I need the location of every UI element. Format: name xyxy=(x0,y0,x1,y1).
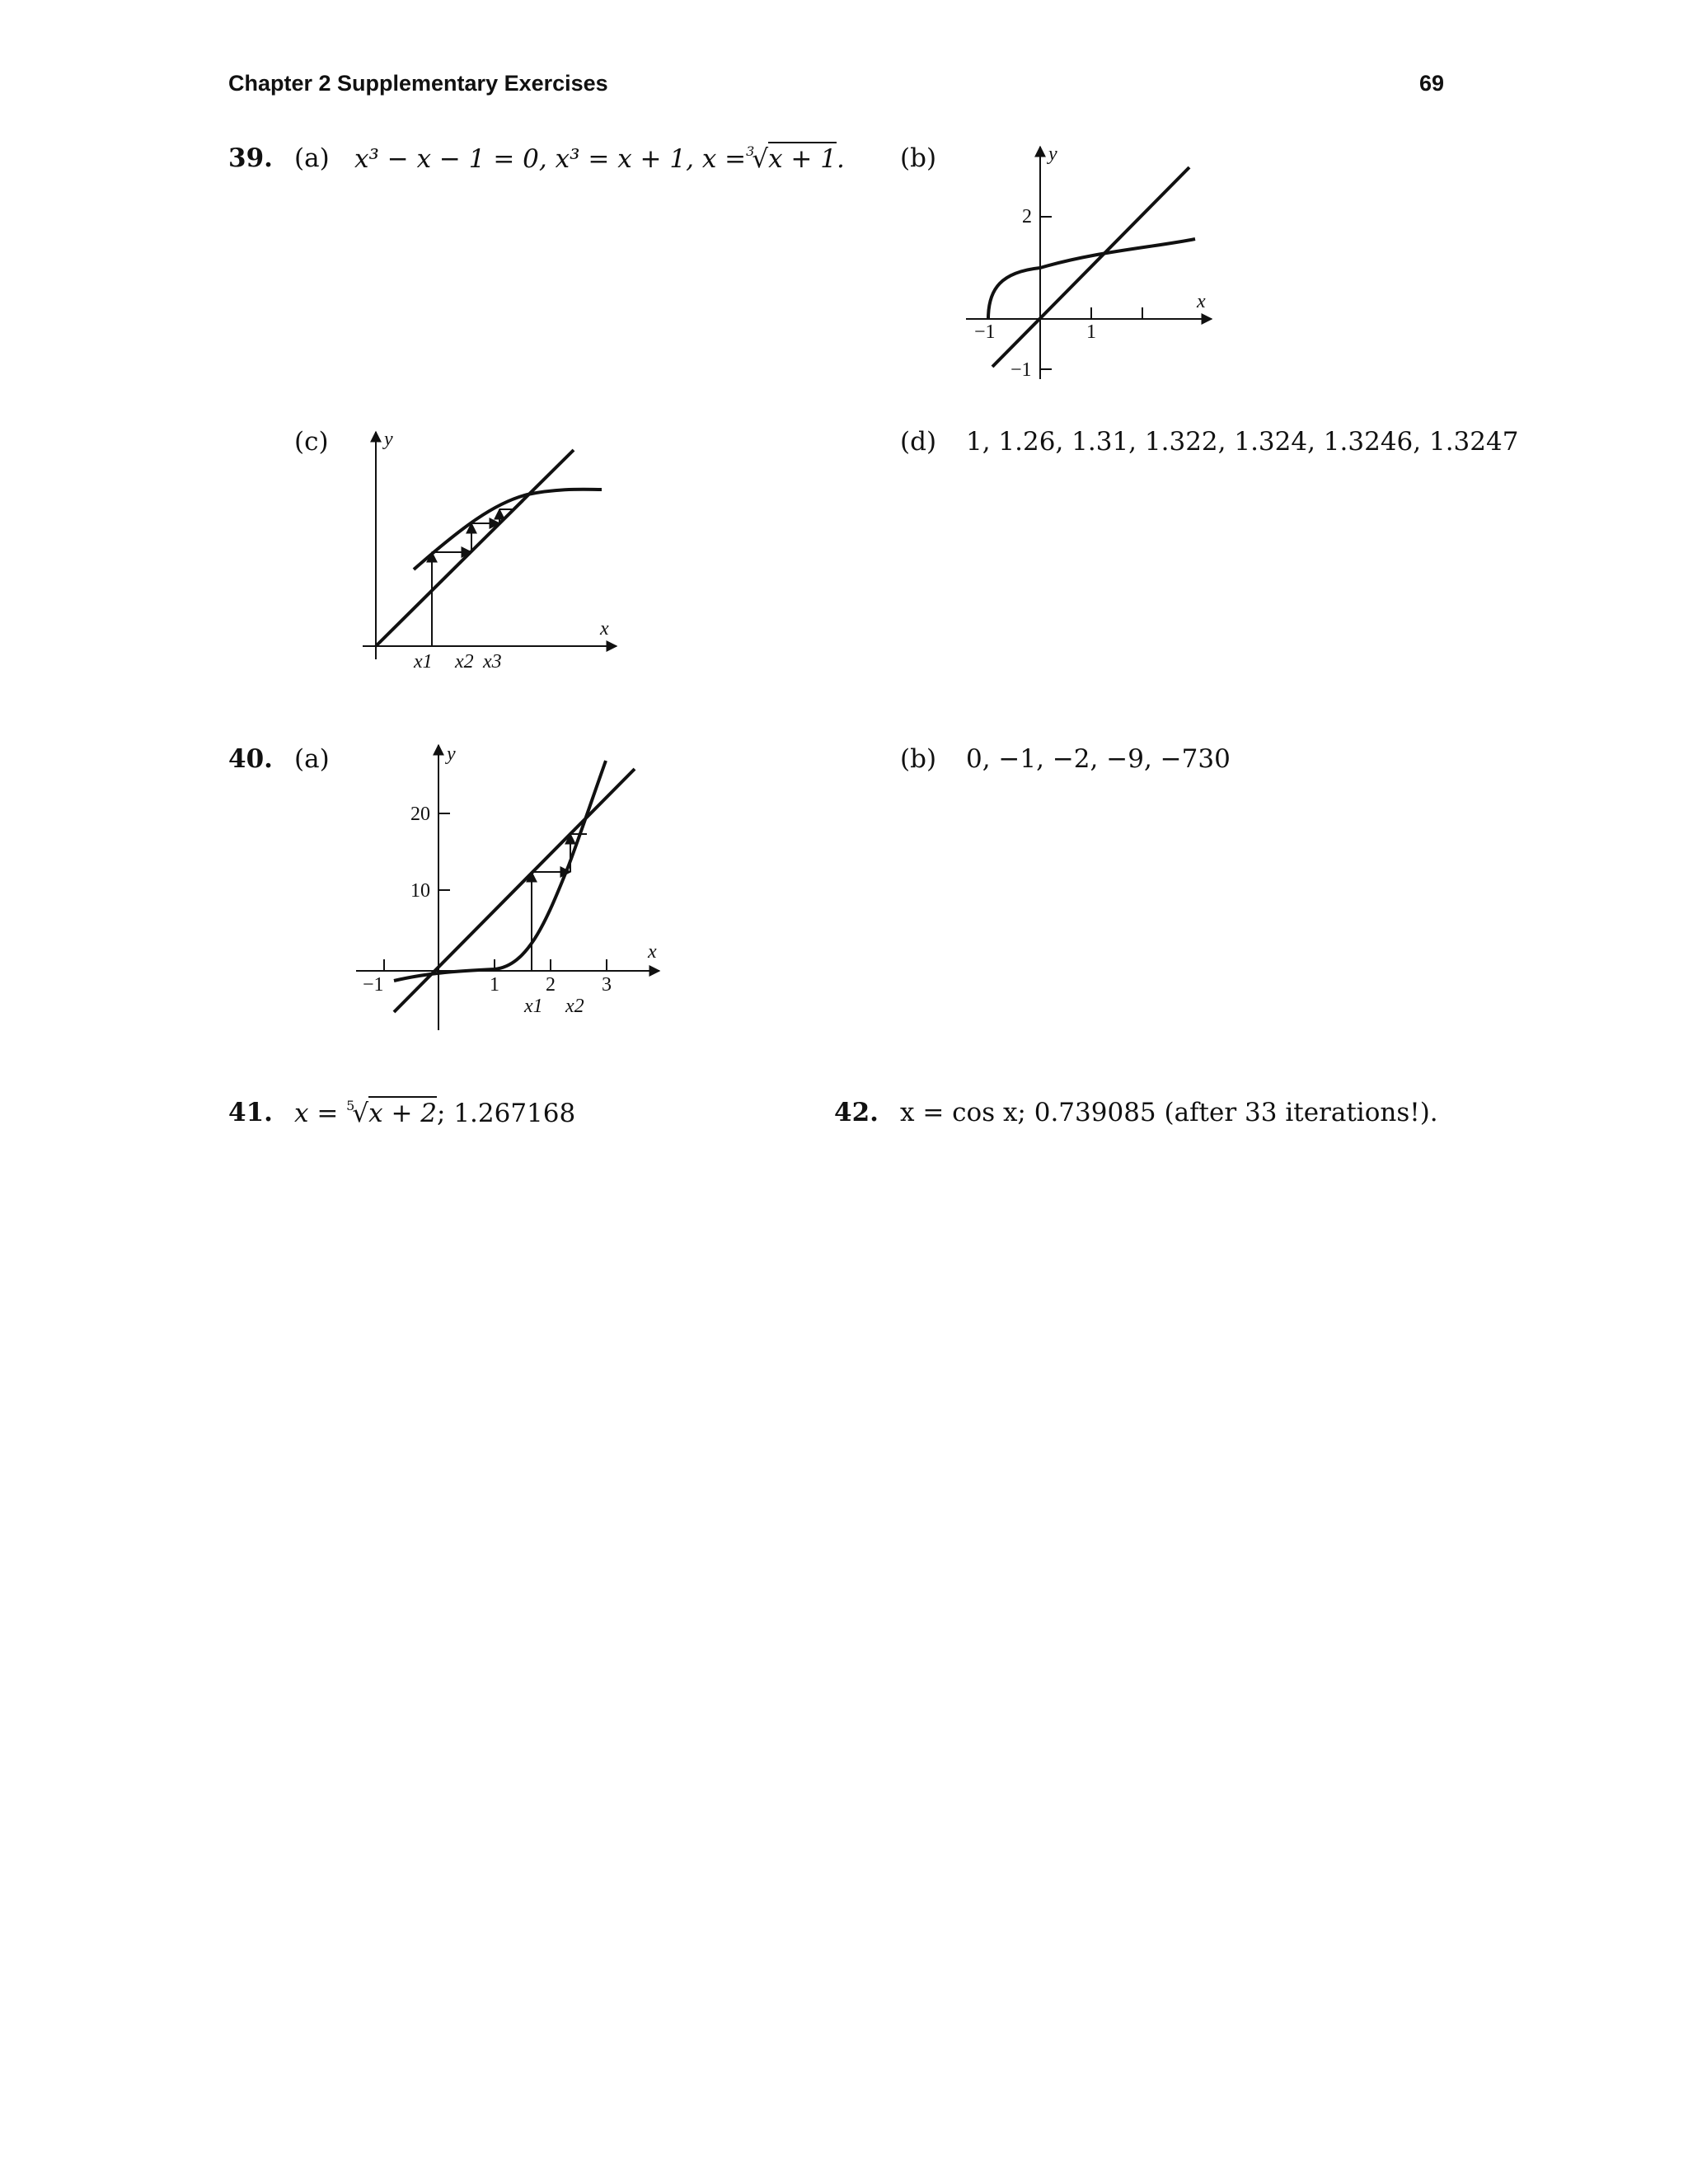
y-tick-label-20: 20 xyxy=(410,804,430,825)
line-y-equals-x xyxy=(376,450,574,646)
exercise-42-answer: x = cos x; 0.739085 (after 33 iterations!). xyxy=(900,1098,1438,1127)
exercise-39a-equation: x³ − x − 1 = 0, x³ = x + 1, x =$^3$√x + 1. xyxy=(354,143,845,174)
y-axis-label: y xyxy=(447,743,456,765)
x-tick-label-3: 3 xyxy=(602,974,612,996)
y-axis-label: y xyxy=(384,429,393,450)
lhs: x = xyxy=(294,1099,339,1128)
exercise-39d-label: (d) xyxy=(900,427,937,457)
exercise-41-answer: x = $^5$√x + 2; 1.267168 xyxy=(294,1098,576,1128)
eq-part-2: x³ = x + 1, xyxy=(555,144,694,174)
cubic-curve xyxy=(394,761,606,981)
x-tick-label-1: 1 xyxy=(490,974,499,996)
value: ; 1.267168 xyxy=(437,1099,576,1128)
root-index: 5 xyxy=(346,1098,355,1113)
graph-39c xyxy=(354,420,635,676)
exercise-40b-answer: 0, −1, −2, −9, −730 xyxy=(966,744,1231,774)
exercise-39-number: 39. xyxy=(228,143,273,173)
eq-part-1: x³ − x − 1 = 0, xyxy=(354,144,547,174)
x-tick-label-2: 2 xyxy=(546,974,556,996)
running-header-title: Chapter 2 Supplementary Exercises xyxy=(228,71,608,96)
y-tick-label-10: 10 xyxy=(410,880,430,902)
radicand: x + 2 xyxy=(368,1096,437,1128)
exercise-39d-answer: 1, 1.26, 1.31, 1.322, 1.324, 1.3246, 1.3247 xyxy=(966,427,1519,457)
root-index: 3 xyxy=(746,143,755,159)
x-axis-label: x xyxy=(600,618,609,640)
x-axis-label: x xyxy=(1197,291,1206,312)
exercise-41-number: 41. xyxy=(228,1098,273,1127)
graph-40a xyxy=(346,738,676,1043)
exercise-40b-label: (b) xyxy=(900,744,937,774)
iteration-curve xyxy=(414,490,602,569)
eq-part-3: x = xyxy=(701,144,747,174)
exercise-39b-label: (b) xyxy=(900,143,937,173)
page-number: 69 xyxy=(1419,71,1445,96)
exercise-39a-label: (a) xyxy=(294,143,330,173)
x-tick-label-minus-1: −1 xyxy=(363,974,384,996)
exercise-39c-label: (c) xyxy=(294,427,329,457)
x-tick-label-1: 1 xyxy=(1086,321,1096,343)
eq-end: . xyxy=(836,144,845,174)
iterate-label-x2: x2 xyxy=(455,651,474,673)
radicand: x + 1 xyxy=(768,142,837,174)
exercise-40a-label: (a) xyxy=(294,744,330,774)
graph-39b xyxy=(948,132,1228,396)
exercise-42-number: 42. xyxy=(834,1098,879,1127)
y-tick-label-2: 2 xyxy=(1022,206,1032,227)
iterate-label-x3: x3 xyxy=(483,651,502,673)
iterate-label-x1: x1 xyxy=(524,996,543,1017)
x-tick-label-minus-1: −1 xyxy=(974,321,996,343)
iterate-label-x1: x1 xyxy=(414,651,433,673)
iterate-label-x2: x2 xyxy=(565,996,584,1017)
y-tick-label-minus-1: −1 xyxy=(1010,359,1032,381)
y-axis-label: y xyxy=(1048,143,1057,165)
x-axis-label: x xyxy=(648,941,657,963)
cube-root-curve xyxy=(988,239,1195,319)
exercise-40-number: 40. xyxy=(228,744,273,774)
